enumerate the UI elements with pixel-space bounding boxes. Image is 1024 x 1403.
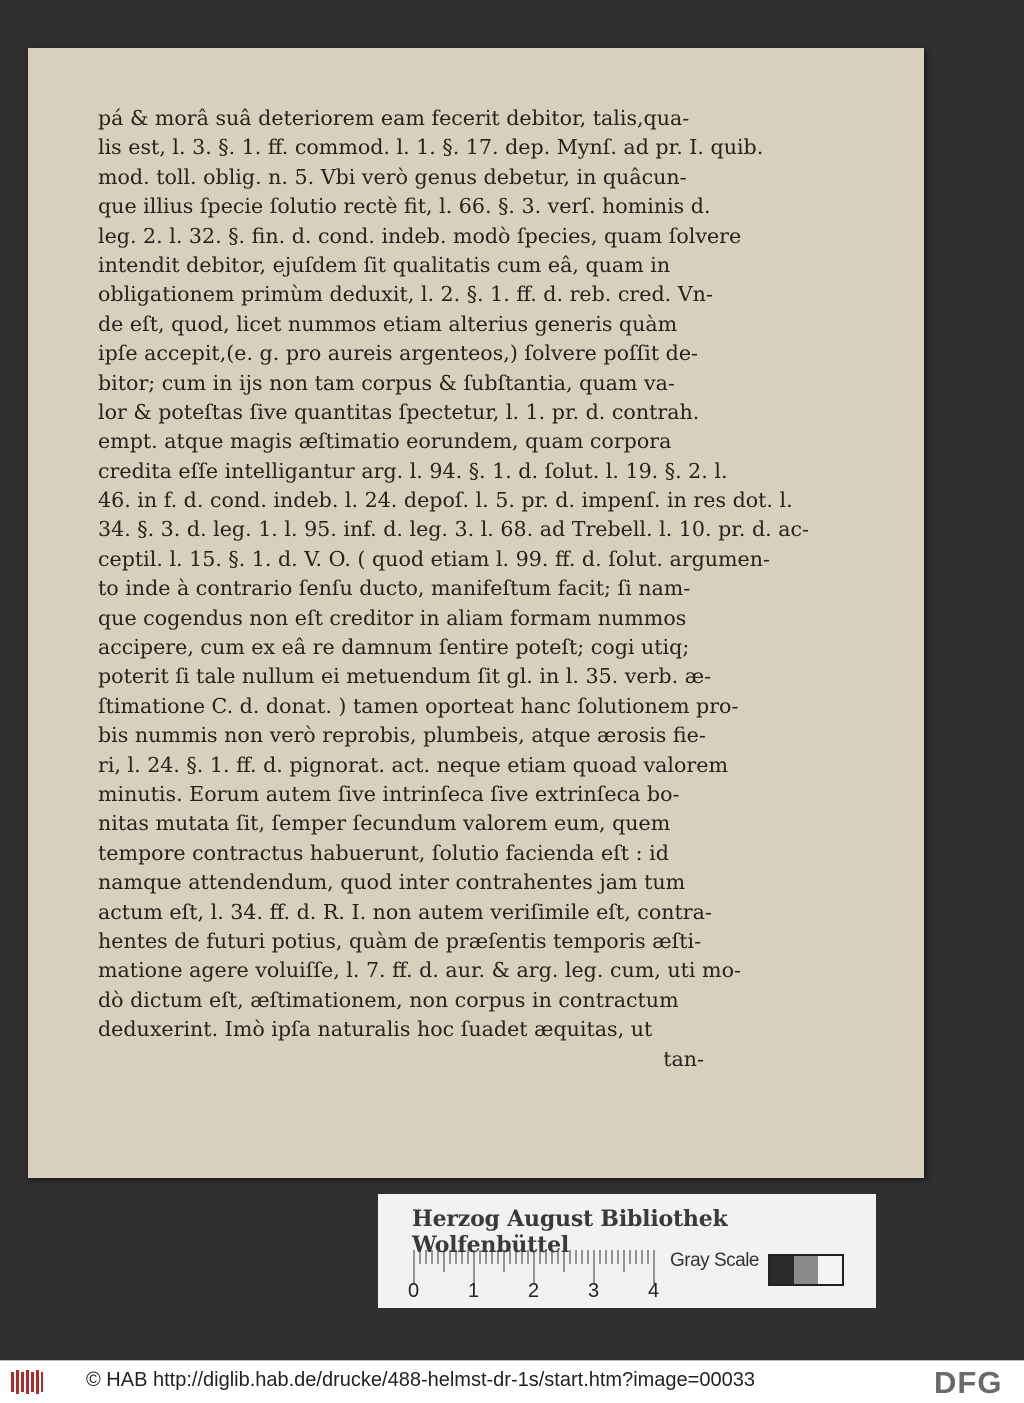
text-line: leg. 2. l. 32. §. fin. d. cond. indeb. modò ſpecies, quam ſolvere xyxy=(98,223,742,248)
catchword: tan- xyxy=(663,1046,704,1071)
text-line: nitas mutata ſit, ſemper ſecundum valorem eum, quem xyxy=(98,811,671,836)
library-color-card xyxy=(378,1194,876,1308)
hab-logo-icon xyxy=(10,1368,44,1396)
text-line: tempore contractus habuerunt, ſolutio facienda eſt : id xyxy=(98,840,669,865)
document-text xyxy=(98,104,809,1074)
text-line: namque attendendum, quod inter contrahentes jam tum xyxy=(98,870,686,895)
ruler-numbers xyxy=(408,1280,672,1304)
text-line: pá & morâ suâ deteriorem eam fecerit debitor, talis,qua- xyxy=(98,106,690,130)
text-line: bitor; cum in ijs non tam corpus & ſubſtantia, quam va- xyxy=(98,370,675,395)
text-line: credita eſſe intelligantur arg. l. 94. §. 1. d. ſolut. l. 19. §. 2. l. xyxy=(98,458,728,483)
text-line: to inde à contrario ſenſu ducto, manifeſtum facit; ſi nam- xyxy=(98,576,691,601)
text-line: minutis. Eorum autem ſive intrinſeca ſive extrinſeca bo- xyxy=(98,781,680,806)
text-line: deduxerint. Imò ipſa naturalis hoc ſuadet æquitas, ut xyxy=(98,1017,653,1042)
text-line: obligationem primùm deduxit, l. 2. §. 1. ff. d. reb. cred. Vn- xyxy=(98,282,713,307)
gray-step xyxy=(794,1256,818,1284)
ruler-number: 0 xyxy=(408,1280,420,1302)
text-line: poterit ſi tale nullum ei metuendum ſit gl. in l. 35. verb. æ- xyxy=(98,664,712,689)
text-line: intendit debitor, ejuſdem ſit qualitatis cum eâ, quam in xyxy=(98,252,671,277)
text-line: hentes de futuri potius, quàm de præſentis temporis æſti- xyxy=(98,928,702,953)
text-line: lis est, l. 3. §. 1. ff. commod. l. 1. §. 17. dep. Mynſ. ad pr. I. quib. xyxy=(98,135,764,160)
text-line: que illius ſpecie ſolutio rectè fit, l. 66. §. 3. verſ. hominis d. xyxy=(98,194,711,219)
text-line: dò dictum eſt, æſtimationem, non corpus in contractum xyxy=(98,987,679,1012)
gray-step xyxy=(770,1256,794,1284)
gray-scale-bar xyxy=(768,1254,844,1286)
text-line: actum eſt, l. 34. ff. d. R. I. non autem veriſimile eſt, contra- xyxy=(98,899,712,924)
text-line: de eſt, quod, licet nummos etiam alterius generis quàm xyxy=(98,311,678,336)
text-line: 46. in f. d. cond. indeb. l. 24. depoſ. l. 5. pr. d. impenſ. in res dot. l. xyxy=(98,488,793,513)
ruler-number: 2 xyxy=(528,1280,540,1302)
ruler-number: 1 xyxy=(468,1280,480,1302)
text-line: ceptil. l. 15. §. 1. d. V. O. ( quod etiam l. 99. ff. d. ſolut. argumen- xyxy=(98,546,770,571)
gray-step xyxy=(818,1256,842,1284)
gray-scale-label: Gray Scale xyxy=(670,1250,759,1271)
footer-bar xyxy=(0,1360,1024,1403)
text-line: ri, l. 24. §. 1. ff. d. pignorat. act. neque etiam quoad valorem xyxy=(98,752,728,777)
ruler-number: 3 xyxy=(588,1280,600,1302)
text-line: accipere, cum ex eâ re damnum ſentire poteſt; cogi utiq; xyxy=(98,635,690,660)
text-line: mod. toll. oblig. n. 5. Vbi verò genus debetur, in quâcun- xyxy=(98,164,687,189)
text-line: empt. atque magis æſtimatio eorundem, quam corpora xyxy=(98,429,672,454)
text-line: que cogendus non eſt creditor in aliam formam nummos xyxy=(98,605,687,630)
ruler-number: 4 xyxy=(648,1280,660,1302)
dfg-logo: DFG xyxy=(934,1365,1003,1400)
text-line: bis nummis non verò reprobis, plumbeis, atque ærosis fie- xyxy=(98,723,706,748)
text-line: lor & poteſtas ſive quantitas ſpectetur, l. 1. pr. d. contrah. xyxy=(98,399,700,424)
document-page xyxy=(28,48,924,1178)
text-line: matione agere voluiſſe, l. 7. ff. d. aur. & arg. leg. cum, uti mo- xyxy=(98,958,741,983)
scale-ruler xyxy=(412,1250,656,1284)
footer-copyright-link[interactable]: © HAB http://diglib.hab.de/drucke/488-helmst-dr-1s/start.htm?image=00033 xyxy=(86,1369,755,1391)
library-name: Herzog August Bibliothek Wolfenbüttel xyxy=(412,1206,728,1258)
text-line: 34. §. 3. d. leg. 1. l. 95. inf. d. leg. 3. l. 68. ad Trebell. l. 10. pr. d. ac- xyxy=(98,517,809,542)
text-line: ſtimatione C. d. donat. ) tamen oporteat hanc ſolutionem pro- xyxy=(98,693,739,718)
text-line: ipſe accepit,(e. g. pro aureis argenteos,) ſolvere poſſit de- xyxy=(98,341,698,366)
